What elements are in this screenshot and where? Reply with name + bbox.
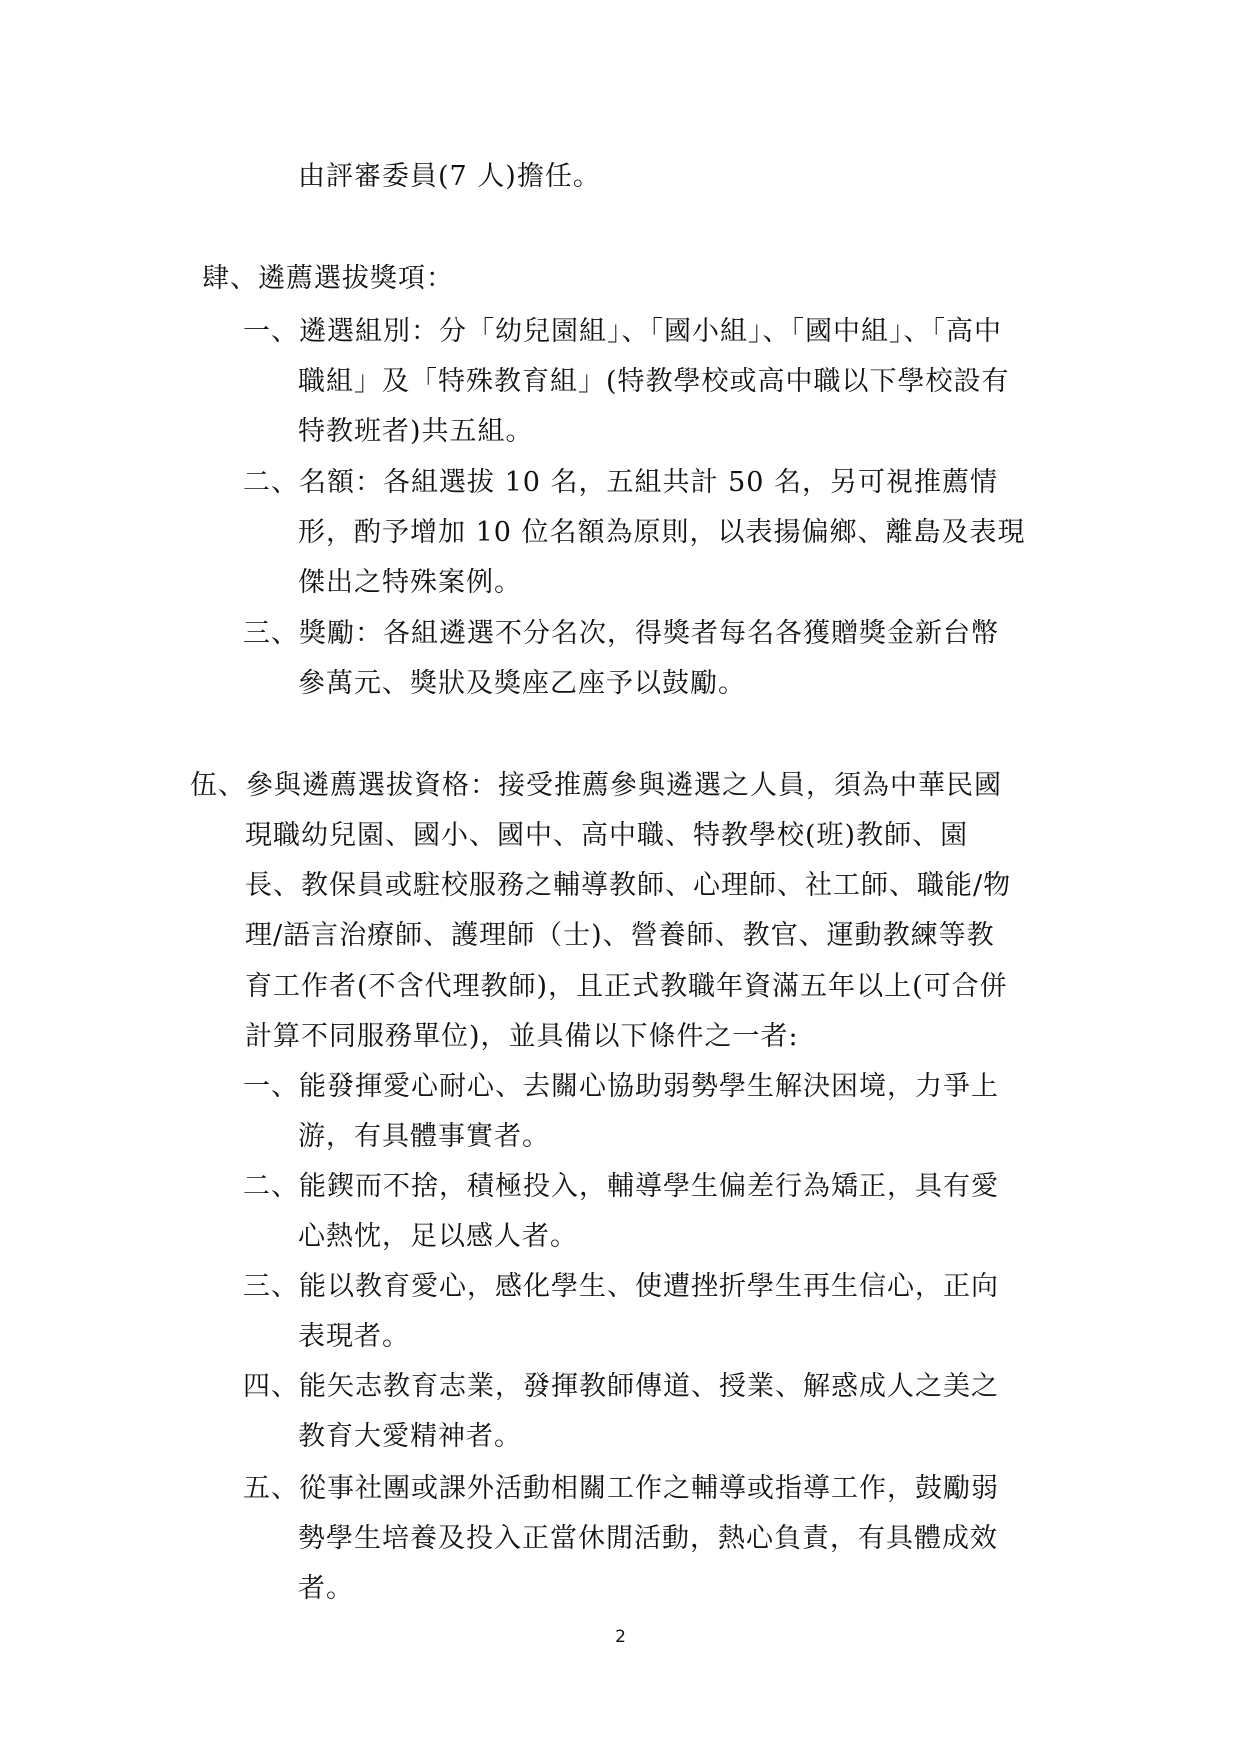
list-item: 四、能矢志教育志業，發揮教師傳道、授業、解惑成人之美之 [243, 1371, 999, 1402]
text-line: 勢學生培養及投入正當休閒活動，熱心負責，有具體成效 [298, 1523, 998, 1554]
page-number: 2 [615, 1627, 626, 1647]
text-line: 表現者。 [298, 1321, 410, 1352]
text-line: 者。 [298, 1573, 354, 1604]
list-item: 一、能發揮愛心耐心、去關心協助弱勢學生解決困境，力爭上 [243, 1071, 999, 1102]
text-line: 傑出之特殊案例。 [298, 567, 522, 598]
text-line: 計算不同服務單位)，並具備以下條件之一者: [245, 1021, 799, 1052]
text-line: 特教班者)共五組。 [298, 416, 534, 447]
text-line: 游，有具體事實者。 [298, 1121, 550, 1152]
list-item: 五、從事社團或課外活動相關工作之輔導或指導工作，鼓勵弱 [243, 1473, 999, 1504]
text-line: 由評審委員(7 人)擔任。 [298, 161, 601, 192]
text-line: 現職幼兒園、國小、國中、高中職、特教學校(班)教師、園 [245, 820, 969, 851]
list-item: 三、獎勵：各組遴選不分名次，得獎者每名各獲贈獎金新台幣 [243, 618, 999, 649]
text-line: 職組」及「特殊教育組」(特教學校或高中職以下學校設有 [298, 366, 1010, 397]
list-item: 二、能鍥而不捨，積極投入，輔導學生偏差行為矯正，具有愛 [243, 1171, 999, 1202]
text-line: 形，酌予增加 10 位名額為原則，以表揚偏鄉、離島及表現 [298, 517, 1026, 548]
text-line: 心熱忱，足以感人者。 [298, 1221, 578, 1252]
section-heading: 肆、遴薦選拔獎項： [202, 263, 454, 294]
list-item: 一、遴選組別：分「幼兒園組」、「國小組」、「國中組」、「高中 [243, 316, 1002, 347]
text-line: 教育大愛精神者。 [298, 1421, 522, 1452]
list-item: 二、名額：各組選拔 10 名，五組共計 50 名，另可視推薦情 [243, 467, 999, 498]
text-line: 理/語言治療師、護理師（士)、營養師、教官、運動教練等教 [245, 920, 995, 951]
text-line: 參萬元、獎狀及獎座乙座予以鼓勵。 [298, 668, 746, 699]
list-item: 三、能以教育愛心，感化學生、使遭挫折學生再生信心，正向 [243, 1271, 999, 1302]
text-line: 長、教保員或駐校服務之輔導教師、心理師、社工師、職能/物 [245, 870, 1012, 901]
section-heading: 伍、參與遴薦選拔資格：接受推薦參與遴選之人員，須為中華民國 [190, 770, 1002, 801]
text-line: 育工作者(不含代理教師)，且正式教職年資滿五年以上(可合併 [245, 971, 1008, 1002]
